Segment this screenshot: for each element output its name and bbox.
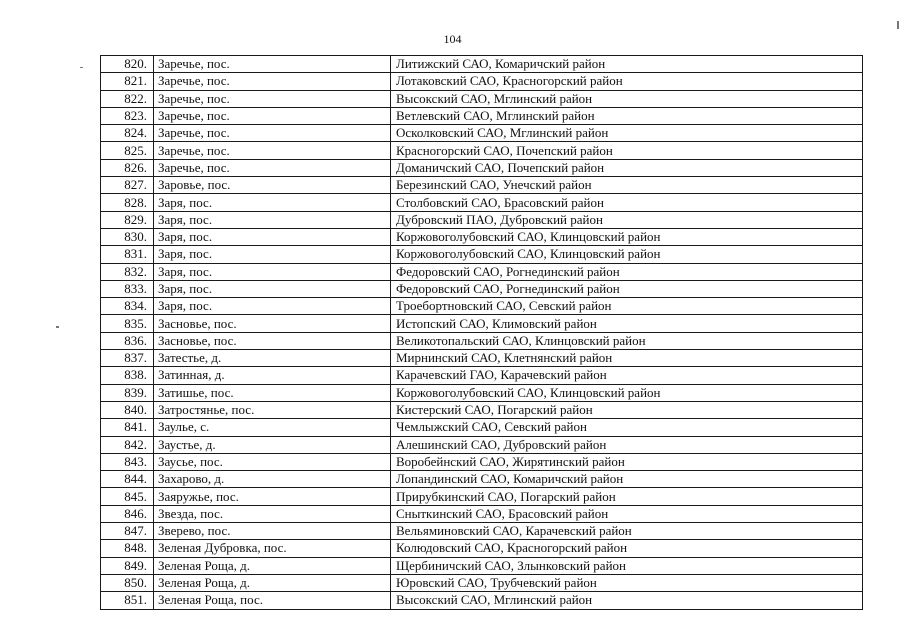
- row-number: 821.: [101, 73, 154, 90]
- settlement-region: Лопандинский САО, Комаричский район: [391, 471, 863, 488]
- table-row: [101, 246, 863, 263]
- settlement-region: Лотаковский САО, Красногорский район: [391, 73, 863, 90]
- settlement-region: Чемлыжский САО, Севский район: [391, 419, 863, 436]
- settlement-region: Сныткинский САО, Брасовский район: [391, 505, 863, 522]
- row-number: 844.: [101, 471, 154, 488]
- settlement-region: Мирнинский САО, Клетнянский район: [391, 350, 863, 367]
- settlement-name: Заровье, пос.: [154, 177, 391, 194]
- table-row: [101, 401, 863, 418]
- settlement-region: Федоровский САО, Рогнединский район: [391, 263, 863, 280]
- row-number: 828.: [101, 194, 154, 211]
- settlement-region: Карачевский ГАО, Карачевский район: [391, 367, 863, 384]
- row-number: 830.: [101, 228, 154, 245]
- settlement-name: Зеленая Дубровка, пос.: [154, 540, 391, 557]
- settlement-name: Затишье, пос.: [154, 384, 391, 401]
- table-row: [101, 125, 863, 142]
- settlement-region: Осколковский САО, Мглинский район: [391, 125, 863, 142]
- table-row: [101, 540, 863, 557]
- settlement-name: Засновье, пос.: [154, 315, 391, 332]
- settlement-region: Литижский САО, Комаричский район: [391, 56, 863, 73]
- row-number: 820.: [101, 56, 154, 73]
- settlement-region: Коржовоголубовский САО, Клинцовский район: [391, 246, 863, 263]
- settlement-name: Заря, пос.: [154, 194, 391, 211]
- settlement-region: Высокский САО, Мглинский район: [391, 592, 863, 609]
- row-number: 842.: [101, 436, 154, 453]
- table-row: [101, 211, 863, 228]
- settlement-name: Заречье, пос.: [154, 73, 391, 90]
- table-row: [101, 228, 863, 245]
- table-row: [101, 56, 863, 73]
- settlement-name: Затестье, д.: [154, 350, 391, 367]
- row-number: 824.: [101, 125, 154, 142]
- row-number: 829.: [101, 211, 154, 228]
- page-number: 104: [443, 32, 462, 46]
- row-number: 841.: [101, 419, 154, 436]
- settlement-region: Прирубкинский САО, Погарский район: [391, 488, 863, 505]
- settlement-name: Зеленая Роща, пос.: [154, 592, 391, 609]
- settlement-name: Заречье, пос.: [154, 125, 391, 142]
- scan-speck: [897, 21, 899, 29]
- row-number: 840.: [101, 401, 154, 418]
- table-row: [101, 523, 863, 540]
- settlement-region: Доманичский САО, Почепский район: [391, 159, 863, 176]
- table-row: [101, 90, 863, 107]
- row-number: 823.: [101, 107, 154, 124]
- row-number: 850.: [101, 574, 154, 591]
- row-number: 835.: [101, 315, 154, 332]
- settlement-name: Звезда, пос.: [154, 505, 391, 522]
- row-number: 825.: [101, 142, 154, 159]
- table-row: [101, 142, 863, 159]
- table-row: [101, 453, 863, 470]
- settlement-region: Колюдовский САО, Красногорский район: [391, 540, 863, 557]
- settlement-name: Заустье, д.: [154, 436, 391, 453]
- settlement-name: Захарово, д.: [154, 471, 391, 488]
- table-row: [101, 350, 863, 367]
- settlement-name: Заря, пос.: [154, 211, 391, 228]
- settlement-region: Воробейнский САО, Жирятинский район: [391, 453, 863, 470]
- table-row: [101, 332, 863, 349]
- settlement-name: Заяружье, пос.: [154, 488, 391, 505]
- settlement-name: Заря, пос.: [154, 263, 391, 280]
- settlement-name: Засновье, пос.: [154, 332, 391, 349]
- settlement-region: Ветлевский САО, Мглинский район: [391, 107, 863, 124]
- table-row: [101, 263, 863, 280]
- row-number: 847.: [101, 523, 154, 540]
- row-number: 822.: [101, 90, 154, 107]
- table-row: [101, 384, 863, 401]
- settlement-region: Столбовский САО, Брасовский район: [391, 194, 863, 211]
- settlement-name: Зверево, пос.: [154, 523, 391, 540]
- table-row: [101, 298, 863, 315]
- settlement-name: Заулье, с.: [154, 419, 391, 436]
- row-number: 851.: [101, 592, 154, 609]
- row-number: 836.: [101, 332, 154, 349]
- table-row: [101, 557, 863, 574]
- settlement-region: Щербиничский САО, Злынковский район: [391, 557, 863, 574]
- settlement-name: Заусье, пос.: [154, 453, 391, 470]
- table-row: [101, 505, 863, 522]
- settlement-name: Заря, пос.: [154, 280, 391, 297]
- row-number: 845.: [101, 488, 154, 505]
- table-row: [101, 159, 863, 176]
- settlement-region: Березинский САО, Унечский район: [391, 177, 863, 194]
- settlement-region: Коржовоголубовский САО, Клинцовский район: [391, 384, 863, 401]
- table-row: [101, 315, 863, 332]
- row-number: 833.: [101, 280, 154, 297]
- settlement-region: Юровский САО, Трубчевский район: [391, 574, 863, 591]
- row-number: 839.: [101, 384, 154, 401]
- settlement-name: Заречье, пос.: [154, 56, 391, 73]
- settlement-name: Заря, пос.: [154, 228, 391, 245]
- scan-speck: [80, 67, 83, 68]
- settlement-name: Заря, пос.: [154, 246, 391, 263]
- settlement-region: Великотопальский САО, Клинцовский район: [391, 332, 863, 349]
- row-number: 838.: [101, 367, 154, 384]
- settlement-region: Коржовоголубовский САО, Клинцовский район: [391, 228, 863, 245]
- row-number: 831.: [101, 246, 154, 263]
- row-number: 827.: [101, 177, 154, 194]
- scan-speck: [56, 326, 59, 328]
- table-row: [101, 177, 863, 194]
- row-number: 849.: [101, 557, 154, 574]
- table-row: [101, 107, 863, 124]
- settlement-name: Заречье, пос.: [154, 159, 391, 176]
- settlement-name: Заречье, пос.: [154, 107, 391, 124]
- table-row: [101, 488, 863, 505]
- settlement-region: Дубровский ПАО, Дубровский район: [391, 211, 863, 228]
- table-row: [101, 280, 863, 297]
- settlements-table: [100, 55, 863, 610]
- row-number: 832.: [101, 263, 154, 280]
- settlement-region: Вельяминовский САО, Карачевский район: [391, 523, 863, 540]
- settlement-name: Затростянье, пос.: [154, 401, 391, 418]
- settlement-name: Затинная, д.: [154, 367, 391, 384]
- table-row: [101, 194, 863, 211]
- settlement-region: Федоровский САО, Рогнединский район: [391, 280, 863, 297]
- row-number: 843.: [101, 453, 154, 470]
- row-number: 826.: [101, 159, 154, 176]
- settlements-table-body: [101, 56, 863, 610]
- settlement-name: Зеленая Роща, д.: [154, 574, 391, 591]
- table-row: [101, 592, 863, 609]
- row-number: 846.: [101, 505, 154, 522]
- table-row: [101, 471, 863, 488]
- row-number: 848.: [101, 540, 154, 557]
- settlement-region: Алешинский САО, Дубровский район: [391, 436, 863, 453]
- table-row: [101, 367, 863, 384]
- table-row: [101, 574, 863, 591]
- table-row: [101, 419, 863, 436]
- settlement-region: Кистерский САО, Погарский район: [391, 401, 863, 418]
- settlement-region: Троебортновский САО, Севский район: [391, 298, 863, 315]
- settlement-region: Истопский САО, Климовский район: [391, 315, 863, 332]
- table-row: [101, 436, 863, 453]
- settlement-name: Зеленая Роща, д.: [154, 557, 391, 574]
- settlement-name: Заречье, пос.: [154, 142, 391, 159]
- settlement-name: Заря, пос.: [154, 298, 391, 315]
- settlement-name: Заречье, пос.: [154, 90, 391, 107]
- settlement-region: Красногорский САО, Почепский район: [391, 142, 863, 159]
- table-row: [101, 73, 863, 90]
- row-number: 837.: [101, 350, 154, 367]
- row-number: 834.: [101, 298, 154, 315]
- settlement-region: Высокский САО, Мглинский район: [391, 90, 863, 107]
